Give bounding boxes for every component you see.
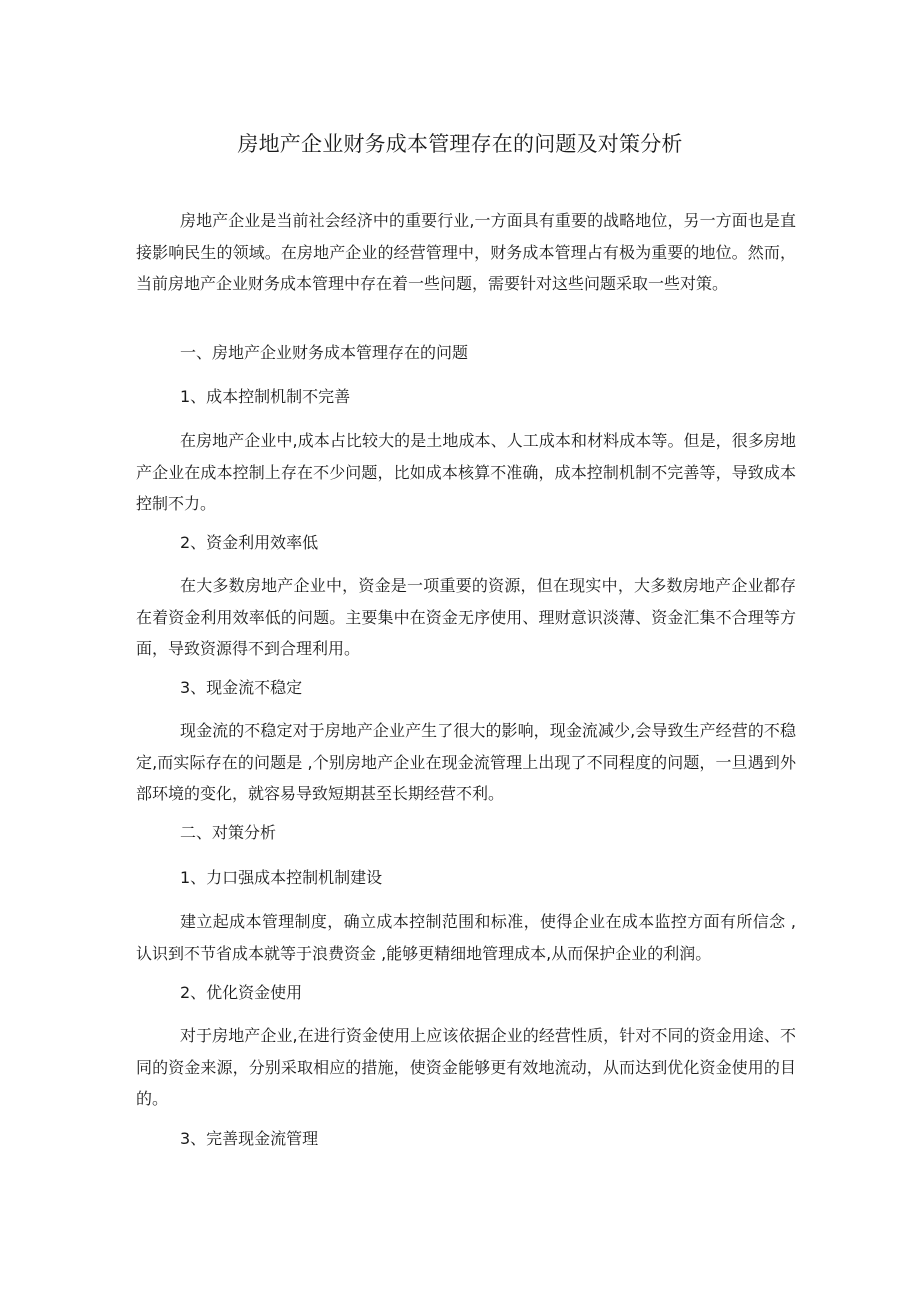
paragraph-cash-flow: 现金流的不稳定对于房地产企业产生了很大的影响，现金流减少,会导致生产经营的不稳定,而实际存在的问题是 ,个别房地产企业在现金流管理上出现了不同程度的问题，一旦遇到外部环境的变化，就容易导致短期甚至长期经营不利。 bbox=[136, 721, 796, 803]
subheading-cash-flow: 3、现金流不稳定 bbox=[180, 678, 303, 697]
section-heading-countermeasures: 二、对策分析 bbox=[180, 823, 277, 842]
document-title: 房地产企业财务成本管理存在的问题及对策分析 bbox=[237, 132, 683, 156]
subheading-cash-flow-management: 3、完善现金流管理 bbox=[180, 1129, 319, 1148]
intro-paragraph: 房地产企业是当前社会经济中的重要行业,一方面具有重要的战略地位，另一方面也是直接影响民生的领域。在房地产企业的经营管理中，财务成本管理占有极为重要的地位。然而，当前房地产企业财务成本管理中存在着一些问题，需要针对这些问题采取一些对策。 bbox=[136, 211, 796, 293]
paragraph-capital-efficiency: 在大多数房地产企业中，资金是一项重要的资源，但在现实中，大多数房地产企业都存在着资金利用效率低的问题。主要集中在资金无序使用、理财意识淡薄、资金汇集不合理等方面，导致资源得不到合理利用。 bbox=[136, 576, 796, 658]
section-heading-problems: 一、房地产企业财务成本管理存在的问题 bbox=[180, 343, 469, 362]
subheading-capital-efficiency: 2、资金利用效率低 bbox=[180, 533, 319, 552]
subheading-cost-control: 1、成本控制机制不完善 bbox=[180, 387, 351, 406]
paragraph-optimize-capital: 对于房地产企业,在进行资金使用上应该依据企业的经营性质，针对不同的资金用途、不同的资金来源，分别采取相应的措施，使资金能够更有效地流动，从而达到优化资金使用的目的。 bbox=[136, 1026, 796, 1108]
paragraph-cost-control: 在房地产企业中,成本占比较大的是土地成本、人工成本和材料成本等。但是，很多房地产企业在成本控制上存在不少问题，比如成本核算不准确，成本控制机制不完善等，导致成本控制不力。 bbox=[136, 431, 796, 513]
paragraph-strengthen-cost-control: 建立起成本管理制度，确立成本控制范围和标准，使得企业在成本监控方面有所信念 ,认识到不节省成本就等于浪费资金 ,能够更精细地管理成本,从而保护企业的利润。 bbox=[136, 912, 796, 963]
subheading-optimize-capital: 2、优化资金使用 bbox=[180, 983, 303, 1002]
subheading-strengthen-cost-control: 1、力口强成本控制机制建设 bbox=[180, 868, 383, 887]
